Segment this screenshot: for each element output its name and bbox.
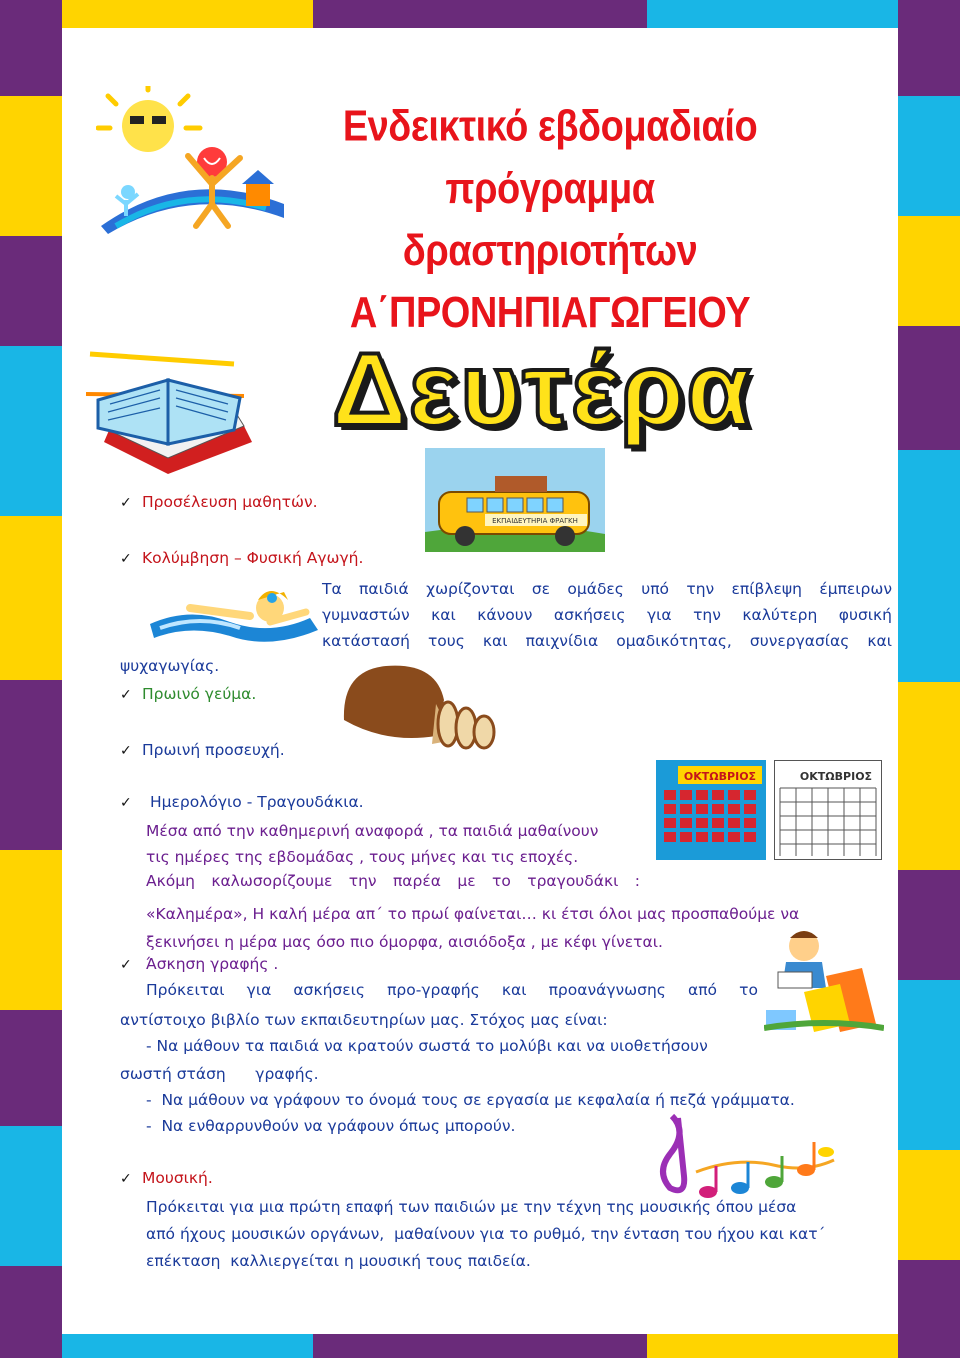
frame-block <box>898 0 960 96</box>
title-line: Α΄ΠΡΟΝΗΠΙΑΓΩΓΕΙΟΥ <box>349 289 751 338</box>
title-line: Ενδεικτικό εβδομαδιαίο πρόγραμμα <box>342 102 758 214</box>
left-frame <box>0 0 62 1358</box>
frame-block <box>898 1260 960 1358</box>
writing-line: Πρόκειται για ασκήσεις προ-γραφής και προανάγνωσης από το <box>146 981 758 999</box>
frame-block <box>0 0 62 96</box>
frame-block <box>0 850 62 1010</box>
arrival-label: Προσέλευση μαθητών. <box>142 493 318 511</box>
breakfast-label: Πρωινό γεύμα. <box>142 685 257 703</box>
swimmer-icon <box>150 578 320 650</box>
calendar-month: ΟΚΤΩΒΡΙΟΣ <box>799 770 873 783</box>
music-item <box>120 1168 213 1189</box>
frame-block <box>0 516 62 680</box>
writing-line: - Να μάθουν τα παιδιά να κρατούν σωστά το μολύβι και να υιοθετήσουν <box>146 1037 708 1055</box>
calendar-icon <box>774 760 882 860</box>
right-frame <box>898 0 960 1358</box>
page-title <box>270 96 830 344</box>
top-frame <box>62 0 898 28</box>
frame-block <box>898 682 960 870</box>
bus-sign: ΕΚΠΑΙΔΕΥΤΗΡΙΑ ΦΡΑΓΚΗ <box>492 517 578 525</box>
writing-line: σωστή στάση γραφής. <box>120 1065 319 1083</box>
frame-block <box>0 346 62 516</box>
day-title: Δευτέρα <box>332 332 753 448</box>
calendar-line: Μέσα από την καθημερινή αναφορά , τα παιδιά μαθαίνουν <box>146 822 599 840</box>
frame-block <box>898 216 960 326</box>
frame-block <box>898 450 960 682</box>
music-line: από ήχους μουσικών οργάνων, μαθαίνουν για το ρυθμό, την ένταση του ήχου και κατ΄ <box>146 1225 826 1243</box>
calendar-line: «Καλημέρα», Η καλή μέρα απ΄ το πρωί φαίνεται… κι έτσι όλοι μας προσπαθούμε να <box>146 905 800 923</box>
writing-line: αντίστοιχο βιβλίο των εκπαιδευτηρίων μας. Στόχος μας είναι: <box>120 1011 608 1029</box>
calendar-text-2 <box>146 900 799 956</box>
breakfast-item <box>120 684 256 705</box>
frame-block <box>0 1266 62 1358</box>
school-bus-icon <box>425 448 605 552</box>
music-line: Πρόκειται για μια πρώτη επαφή των παιδιών με την τέχνη της μουσικής όπου μέσα <box>146 1198 797 1216</box>
frame-block <box>0 96 62 236</box>
check-icon: ✓ <box>120 957 132 973</box>
check-icon: ✓ <box>120 687 132 703</box>
check-icon: ✓ <box>120 551 132 567</box>
frame-block <box>0 680 62 850</box>
calendar-item <box>120 792 364 813</box>
bottom-frame <box>62 1334 898 1358</box>
check-icon: ✓ <box>120 495 132 511</box>
calendar-text <box>146 818 598 870</box>
writing-item <box>120 954 278 975</box>
frame-block <box>0 1010 62 1126</box>
swimming-title: Κολύμβηση – Φυσική Αγωγή. <box>142 549 364 567</box>
writing-line: - Να μάθουν να γράφουν το όνομά τους σε εργασία με κεφαλαία ή πεζά γράμματα. <box>146 1091 795 1109</box>
check-icon: ✓ <box>120 743 132 759</box>
music-text <box>146 1194 825 1275</box>
swimming-text <box>322 576 892 654</box>
bread-icon <box>336 660 506 750</box>
frame-block <box>898 96 960 216</box>
check-icon: ✓ <box>120 1171 132 1187</box>
check-icon: ✓ <box>120 795 132 811</box>
music-title: Μουσική. <box>142 1169 213 1187</box>
frame-block <box>898 980 960 1150</box>
title-line: δραστηριοτήτων <box>402 226 698 276</box>
calendar-month: ΟΚΤΩΒΡΙΟΣ <box>683 770 757 783</box>
calendar-title: Ημερολόγιο - Τραγουδάκια. <box>150 793 364 811</box>
frame-block <box>0 236 62 346</box>
sun-child-icon <box>96 86 286 236</box>
frame-block <box>898 870 960 980</box>
swimming-line: ψυχαγωγίας. <box>120 657 220 675</box>
swimming-item <box>120 548 363 569</box>
arrival-item <box>120 492 318 513</box>
frame-block <box>898 1150 960 1260</box>
writing-line: - Να ενθαρρυνθούν να γράφουν όπως μπορούν. <box>146 1117 516 1135</box>
prayer-label: Πρωινή προσευχή. <box>142 741 285 759</box>
calendar-line: ξεκινήσει η μέρα μας όσο πιο όμορφα, αισιόδοξα , με κέφι γίνεται. <box>146 933 663 951</box>
calendar-line: Ακόμη καλωσορίζουμε την παρέα με το τραγουδάκι : <box>146 872 640 890</box>
swimming-line: Τα παιδιά χωρίζονται σε ομάδες υπό την επίβλεψη έμπειρων <box>322 580 892 598</box>
writing-title: Άσκηση γραφής . <box>146 955 279 973</box>
swimming-line: γυμναστών και κάνουν ασκήσεις για την καλύτερη φυσική <box>322 606 892 624</box>
swimming-line: κατάστασή τους και παιχνίδια ομαδικότητας, συνεργασίας και <box>322 632 892 650</box>
frame-block <box>898 326 960 450</box>
frame-block <box>0 1126 62 1266</box>
music-line: επέκταση καλλιεργείται η μουσική τους παιδεία. <box>146 1252 531 1270</box>
prayer-item <box>120 740 285 761</box>
calendar-line: τις ημέρες της εβδομάδας , τους μήνες και τις εποχές. <box>146 848 579 866</box>
calendar-icon <box>656 760 766 860</box>
book-icon <box>84 330 254 480</box>
